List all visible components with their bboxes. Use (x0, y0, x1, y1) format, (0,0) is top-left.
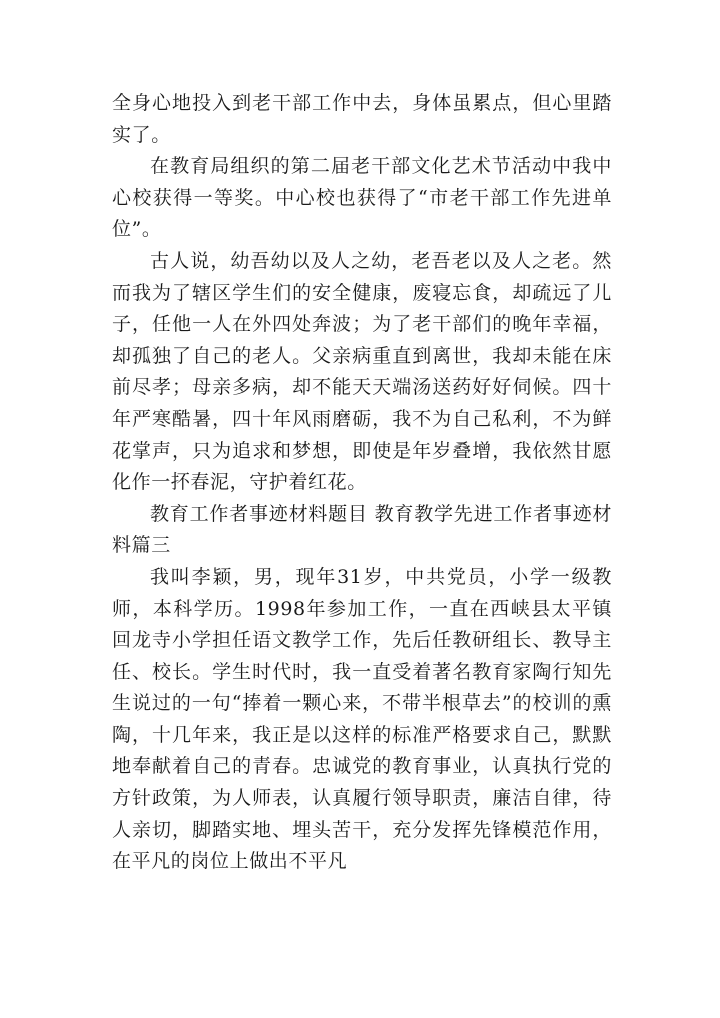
paragraph-continuation: 全身心地投入到老干部工作中去，身体虽累点，但心里踏实了。 (112, 92, 612, 146)
paragraph-award: 在教育局组织的第二届老干部文化艺术节活动中我中心校获得一等奖。中心校也获得了“市老干部工作先进单位”。 (112, 155, 612, 241)
paragraph-introduction: 我叫李颖，男，现年31岁，中共党员，小学一级教师，本科学历。1998年参加工作，一直在西峡县太平镇回龙寺小学担任语文教学工作，先后任教研组长、教导主任、校长。学生时代时，我一直受着著名教育家陶行知先生说过的一句“捧着一颗心来，不带半根草去”的校训的熏陶，十几年来，我正是以这样的标准严格要求自己，默默地奉献着自己的青春。忠诚党的教育事业，认真执行党的方针政策，为人师表，认真履行领导职责，廉洁自律，待人亲切，脚踏实地、埋头苦干，充分发挥先锋模范作用，在平凡的岗位上做出不平凡 (112, 565, 612, 873)
section-title: 教育工作者事迹材料题目 教育教学先进工作者事迹材料篇三 (112, 502, 612, 557)
paragraph-sacrifice: 古人说，幼吾幼以及人之幼，老吾老以及人之老。然而我为了辖区学生们的安全健康，废寝忘食，却疏远了儿子，任他一人在外四处奔波；为了老干部们的晚年幸福，却孤独了自己的老人。父亲病重直到离世，我却未能在床前尽孝；母亲多病，却不能天天端汤送药好好伺候。四十年严寒酷暑，四十年风雨磨砺，我不为自己私利，不为鲜花掌声，只为追求和梦想，即使是年岁叠增，我依然甘愿化作一抔春泥，守护着红花。 (112, 249, 612, 494)
document-body (112, 88, 612, 878)
